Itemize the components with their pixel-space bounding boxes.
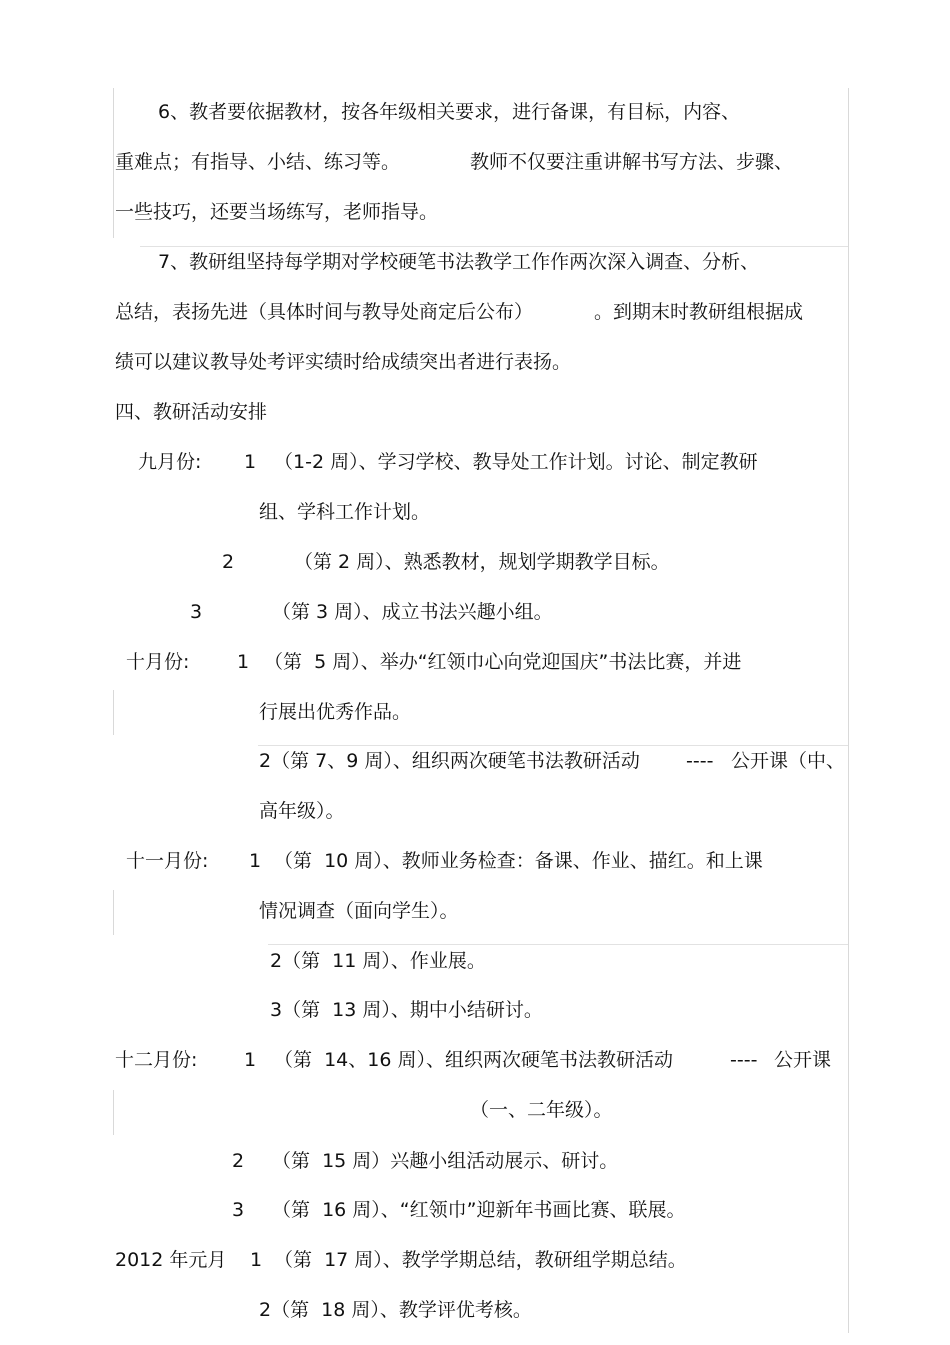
item-text: 3（第 13 周）、期中小结研讨。 [270, 999, 543, 1021]
item-text: 2（第 7、9 周）、组织两次硬笔书法教研活动 [259, 750, 640, 772]
left-border-rule [113, 890, 114, 935]
item-text: （1-2 周）、学习学校、教导处工作计划。讨论、制定教研 [274, 451, 758, 473]
item-number: 3 [232, 1199, 245, 1221]
item-number: 1 [249, 850, 262, 872]
paragraph-6-line-2a: 重难点；有指导、小结、练习等。 [115, 151, 401, 173]
item-text: （第 14、16 周）、组织两次硬笔书法教研活动 [274, 1049, 673, 1071]
item-tail: 公开课 [774, 1049, 832, 1071]
item-number: 1 [237, 651, 250, 673]
item-number: 1 [244, 451, 257, 473]
paragraph-7-line-2a: 总结，表扬先进（具体时间与教导处商定后公布） [115, 301, 534, 323]
item-text: 2（第 18 周）、教学评优考核。 [259, 1299, 532, 1321]
item-text: （第 16 周）、“红领巾”迎新年书画比赛、联展。 [272, 1199, 686, 1221]
paragraph-7-line-2b: 。到期末时教研组根据成 [594, 301, 804, 323]
paragraph-6-line-3: 一些技巧，还要当场练写，老师指导。 [115, 201, 439, 223]
right-border-rule [848, 88, 849, 1333]
left-border-rule [113, 88, 114, 238]
left-border-rule [113, 690, 114, 735]
left-border-rule [113, 1090, 114, 1135]
item-text: （第 5 周）、举办“红领巾心向党迎国庆”书法比赛，并进 [264, 651, 742, 673]
item-continuation: 组、学科工作计划。 [259, 501, 431, 523]
item-number: 1 [244, 1049, 257, 1071]
paragraph-6-line-1: 6、教者要依据教材，按各年级相关要求，进行备课，有目标，内容、 [158, 101, 741, 123]
row-rule [258, 745, 848, 746]
item-text: （第 15 周）兴趣小组活动展示、研讨。 [272, 1150, 619, 1172]
item-text: （第 10 周）、教师业务检查：备课、作业、描红。和上课 [274, 850, 763, 872]
item-continuation: 情况调查（面向学生）。 [259, 900, 459, 922]
month-label-november: 十一月份: [126, 850, 209, 872]
paragraph-7-line-1: 7、教研组坚持每学期对学校硬笔书法教学工作作两次深入调查、分析、 [158, 251, 760, 273]
item-tail: 公开课（中、 [731, 750, 846, 772]
item-text: （第 2 周）、熟悉教材，规划学期教学目标。 [294, 551, 670, 573]
row-rule [140, 246, 848, 247]
item-dash: ---- [686, 750, 714, 772]
paragraph-6-line-2b: 教师不仅要注重讲解书写方法、步骤、 [470, 151, 794, 173]
item-continuation: 行展出优秀作品。 [259, 701, 412, 723]
month-label-january: 2012 年元月 [115, 1249, 227, 1271]
item-continuation: 高年级）。 [259, 800, 345, 822]
item-number: 2 [232, 1150, 245, 1172]
item-text: 2（第 11 周）、作业展。 [270, 950, 486, 972]
month-label-october: 十月份: [126, 651, 190, 673]
item-number: 3 [190, 601, 203, 623]
item-dash: ---- [730, 1049, 758, 1071]
month-label-december: 十二月份: [115, 1049, 198, 1071]
month-label-september: 九月份: [138, 451, 202, 473]
item-number: 2 [222, 551, 235, 573]
item-text: （第 17 周）、教学学期总结，教研组学期总结。 [274, 1249, 687, 1271]
item-continuation: （一、二年级）。 [470, 1099, 613, 1121]
item-text: （第 3 周）、成立书法兴趣小组。 [272, 601, 553, 623]
row-rule [268, 944, 848, 945]
item-number: 1 [250, 1249, 263, 1271]
paragraph-7-line-3: 绩可以建议教导处考评实绩时给成绩突出者进行表扬。 [115, 351, 572, 373]
section-heading: 四、教研活动安排 [115, 401, 268, 423]
